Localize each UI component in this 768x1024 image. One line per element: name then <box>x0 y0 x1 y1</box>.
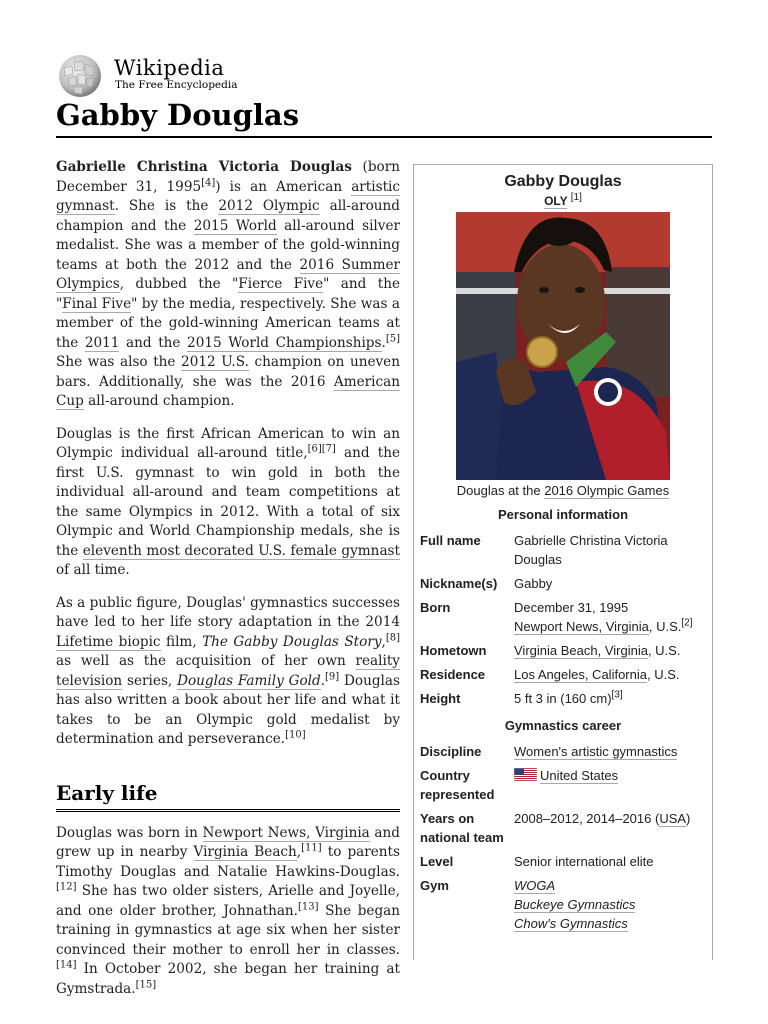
row-value: 2008–2012, 2014–2016 (USA) <box>514 811 691 826</box>
infobox-row-level <box>420 850 706 874</box>
link-oly[interactable]: OLY <box>544 194 568 208</box>
infobox-title: Gabby Douglas <box>504 173 622 190</box>
link-newport-news[interactable]: Newport News, Virginia <box>202 824 370 841</box>
row-label: Full name <box>420 533 481 548</box>
link-2015-world-championships[interactable]: 2015 World Championships <box>187 334 382 351</box>
reference-3[interactable]: [3] <box>611 689 623 701</box>
intro-paragraph-2: Douglas is the first African American to win an Olympic individual all-around title,[6][7] and the first U.S. gymnast to win gold in both the individual all-around and team competitions at the same Olympics in 2012. With a total of six Olympic and World Championship medals, she is the eleventh most decorated U.S. female gymnast of all time. <box>56 425 401 578</box>
link-newport-news-virginia[interactable]: Newport News, Virginia <box>514 619 649 634</box>
row-label: Nickname(s) <box>420 576 498 591</box>
row-value: 5 ft 3 in (160 cm)[3] <box>514 689 623 706</box>
reference-10[interactable]: [10] <box>285 729 306 741</box>
infobox-row-residence <box>420 663 706 687</box>
reference-15[interactable]: [15] <box>135 978 157 990</box>
early-life-paragraph-1: Douglas was born in Newport News, Virginia and grew up in nearby Virginia Beach,[11] to parents Timothy Douglas and Natalie Hawkins-Douglas.[12] She has two older sisters, Arielle and Joyelle, and one older brother, Johnathan.[13] She began training in gymnastics at age six when her sister convinced their mother to enroll her in classes.[14] In October 2002, she began her training at Gymstrada.[15] <box>56 824 400 997</box>
wikipedia-tagline: The Free Encyclopedia <box>115 79 238 91</box>
row-value: Senior international elite <box>514 854 654 869</box>
infobox-row-nickname <box>420 572 706 596</box>
row-value: December 31, 1995 Newport News, Virginia, U.S.[2] <box>514 600 693 634</box>
infobox-caption: Douglas at the 2016 Olympic Games <box>456 483 670 498</box>
reference-4[interactable]: [4] <box>201 176 216 188</box>
row-label: Level <box>420 854 454 869</box>
reference-6[interactable]: [6] <box>307 443 322 455</box>
infobox-row-full-name <box>420 529 706 572</box>
title-divider <box>56 136 712 138</box>
row-value <box>514 764 706 807</box>
article-body <box>56 158 400 1012</box>
link-reality-television[interactable]: reality television <box>56 653 400 689</box>
page-title: Gabby Douglas <box>56 98 300 132</box>
reference-12[interactable]: [12] <box>56 881 77 893</box>
infobox-row-years <box>420 807 706 850</box>
infobox-section-personal: Personal information <box>497 507 629 522</box>
row-label: Residence <box>420 667 486 682</box>
link-2012-us[interactable]: 2012 U.S. <box>181 354 249 370</box>
row-value <box>514 740 706 764</box>
infobox-row-country <box>420 764 706 807</box>
row-value: Gabby <box>514 576 553 591</box>
reference-14[interactable]: [14] <box>56 959 77 971</box>
link-2016-summer-olympics[interactable]: 2016 Summer Olympics <box>56 256 401 292</box>
reference-9[interactable]: [9] <box>325 670 340 682</box>
link-united-states[interactable]: United States <box>540 768 619 783</box>
link-virginia-beach[interactable]: Virginia Beach <box>193 844 297 860</box>
infobox-row-hometown <box>420 639 706 663</box>
link-artistic-gymnast[interactable]: artistic gymnast <box>56 178 401 214</box>
link-american-cup[interactable]: American Cup <box>56 373 400 409</box>
film-title: The Gabby Douglas Story <box>202 633 382 650</box>
reference-2[interactable]: [2] <box>681 617 693 629</box>
row-label: Country represented <box>420 768 495 802</box>
row-value: Los Angeles, California, U.S. <box>514 667 680 682</box>
subject-name: Gabrielle Christina Victoria Douglas <box>56 159 352 175</box>
link-lifetime-biopic[interactable]: Lifetime biopic <box>56 633 161 650</box>
infobox <box>413 164 713 960</box>
link-douglas-family-gold[interactable]: Douglas Family Gold <box>177 672 321 689</box>
intro-paragraph-1: Gabrielle Christina Victoria Douglas (born December 31, 1995[4]) is an American artistic gymnast. She is the 2012 Olympic all-around champion and the 2015 World all-around silver medalist. She was a member of the gold-winning teams at both the 2012 and the 2016 Summer Olympics, dubbed the "Fierce Five" and the "Final Five" by the media, respectively. She was a member of the gold-winning American teams at the 2011 and the 2015 World Championships.[5] She was also the 2012 U.S. champion on uneven bars. Additionally, she was the 2016 American Cup all-around champion. <box>56 159 401 409</box>
reference-8[interactable]: [8] <box>385 631 400 643</box>
link-2011[interactable]: 2011 <box>84 334 120 351</box>
reference-11[interactable]: [11] <box>301 842 322 854</box>
link-fierce-five[interactable]: Fierce Five <box>238 276 324 292</box>
row-label: Height <box>420 691 461 706</box>
row-label: Born <box>420 600 451 615</box>
infobox-career-table <box>420 740 706 936</box>
link-woga[interactable]: WOGA <box>514 878 556 893</box>
us-flag-icon <box>514 768 537 781</box>
infobox-section-career: Gymnastics career <box>504 718 622 733</box>
reference-13[interactable]: [13] <box>298 900 319 912</box>
infobox-row-discipline <box>420 740 706 764</box>
row-label: Hometown <box>420 643 487 658</box>
row-value: Gabrielle Christina Victoria Douglas <box>514 533 668 567</box>
wikipedia-globe-icon <box>56 54 104 98</box>
row-value: Virginia Beach, Virginia, U.S. <box>514 643 681 658</box>
infobox-row-born <box>420 596 706 639</box>
infobox-honorific <box>420 194 706 208</box>
section-heading-early-life: Early life <box>56 780 400 812</box>
wikipedia-wordmark: Wikipedia <box>114 56 225 80</box>
link-usa[interactable]: USA <box>659 811 687 826</box>
row-label: Years on national team <box>420 811 504 845</box>
link-2015-world[interactable]: 2015 World <box>193 217 277 234</box>
link-2016-olympic-games[interactable]: 2016 Olympic Games <box>544 483 670 498</box>
link-los-angeles-california[interactable]: Los Angeles, California <box>514 667 647 682</box>
link-buckeye-gymnastics[interactable]: Buckeye Gymnastics <box>514 897 636 912</box>
row-label: Discipline <box>420 744 482 759</box>
reference-1[interactable]: [1] <box>570 192 582 203</box>
row-value <box>514 874 706 936</box>
infobox-personal-table <box>420 529 706 711</box>
reference-5[interactable]: [5] <box>385 332 400 344</box>
reference-7[interactable]: [7] <box>321 443 336 455</box>
athlete-photo-image <box>456 212 670 480</box>
link-virginia-beach-virginia[interactable]: Virginia Beach, Virginia <box>514 643 648 658</box>
wikipedia-logo[interactable] <box>56 54 256 98</box>
link-eleventh-most-decorated[interactable]: eleventh most decorated U.S. female gymnast <box>82 542 400 559</box>
link-final-five[interactable]: Final Five <box>62 295 132 312</box>
infobox-photo[interactable] <box>456 212 670 480</box>
link-2012-olympic[interactable]: 2012 Olympic <box>218 198 320 214</box>
link-chows-gymnastics[interactable]: Chow's Gymnastics <box>514 916 628 931</box>
row-label: Gym <box>420 878 449 893</box>
infobox-row-height <box>420 687 706 711</box>
link-womens-artistic-gymnastics[interactable]: Women's artistic gymnastics <box>514 744 678 759</box>
intro-paragraph-3: As a public figure, Douglas' gymnastics successes have led to her life story adaptation in the 2014 Lifetime biopic film, The Gabby Douglas Story,[8] as well as the acquisition of her own reality television series, Douglas Family Gold.[9] Douglas has also written a book about her life and what it takes to be an Olympic gold medalist by determination and perseverance.[10] <box>56 594 400 747</box>
infobox-row-gym <box>420 874 706 936</box>
